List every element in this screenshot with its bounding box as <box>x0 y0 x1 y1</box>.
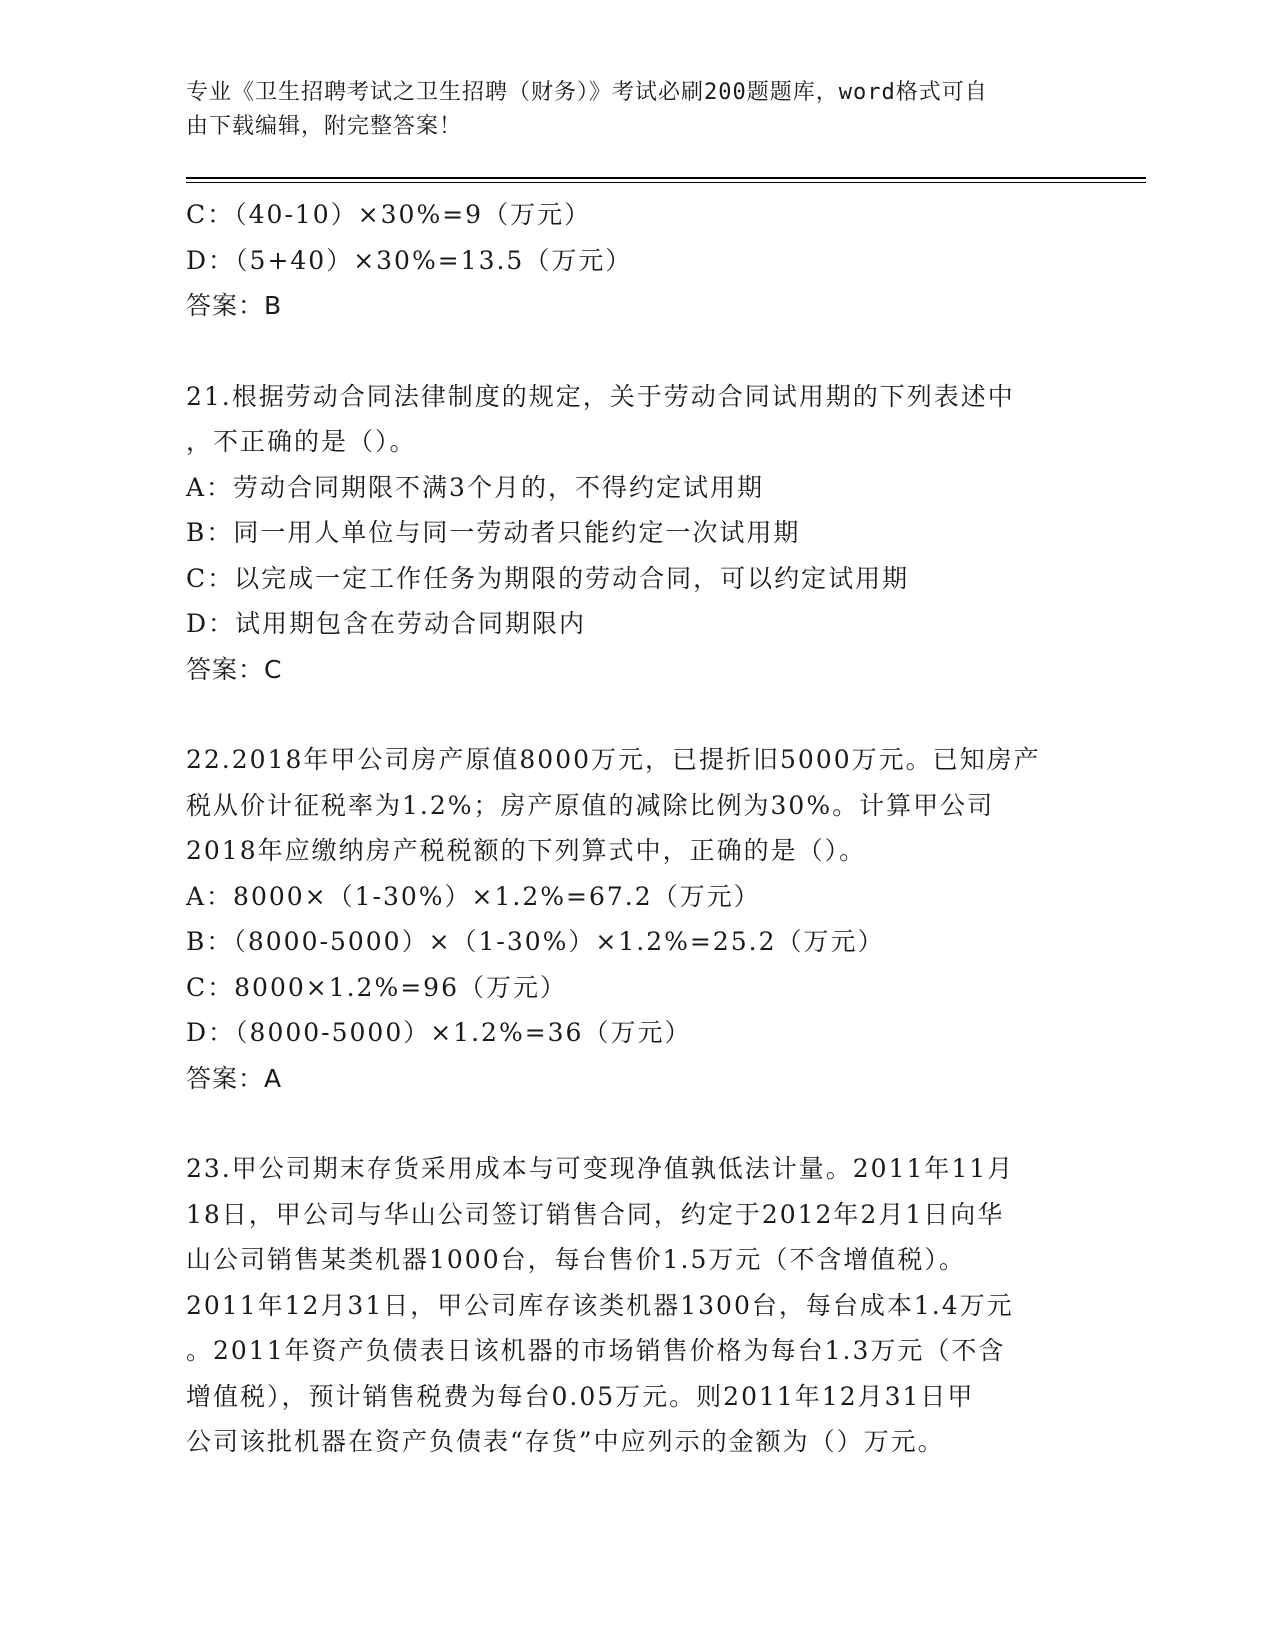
question-text-line: 18日，甲公司与华山公司签订销售合同，约定于2012年2月1日向华 <box>186 1199 1005 1229</box>
question-21 <box>186 374 1086 693</box>
option-d: D：试用期包含在劳动合同期限内 <box>186 609 587 638</box>
document-header <box>186 76 1086 144</box>
option-d: D：（8000-5000）×1.2%=36（万元） <box>186 1018 692 1047</box>
header-line-2: 由下载编辑，附完整答案！ <box>186 114 463 139</box>
question-text-line: 。2011年资产负债表日该机器的市场销售价格为每台1.3万元（不含 <box>186 1336 1006 1365</box>
answer-line: 答案：B <box>186 291 283 320</box>
answer-line: 答案：A <box>186 1063 283 1093</box>
header-divider-thick <box>186 177 1146 179</box>
question-text-line: 22.2018年甲公司房产原值8000万元，已提折旧5000万元。已知房产 <box>186 745 1041 774</box>
question-text-line: 2011年12月31日，甲公司库存该类机器1300台，每台成本1.4万元 <box>186 1290 1014 1320</box>
question-23 <box>186 1146 1086 1465</box>
option-a: A：劳动合同期限不满3个月的，不得约定试用期 <box>186 472 764 502</box>
option-b: B：（8000-5000）×（1-30%）×1.2%=25.2（万元） <box>186 927 885 956</box>
question-text-line: 公司该批机器在资产负债表“存货”中应列示的金额为（）万元。 <box>186 1427 945 1456</box>
option-c: C：8000×1.2%=96（万元） <box>186 972 567 1002</box>
option-c: C：（40-10）×30%=9（万元） <box>186 200 592 229</box>
question-text-line: 23.甲公司期末存货采用成本与可变现净值孰低法计量。2011年11月 <box>186 1154 1015 1183</box>
header-line-1: 专业《卫生招聘考试之卫生招聘（财务）》考试必刷200题题库，word格式可自 <box>186 80 988 105</box>
question-text-line: 增值税），预计销售税费为每台0.05万元。则2011年12月31日甲 <box>186 1381 975 1411</box>
option-d: D：（5+40）×30%=13.5（万元） <box>186 245 633 275</box>
question-text-line: ，不正确的是（）。 <box>186 427 417 456</box>
document-body <box>186 192 1086 1465</box>
option-a: A：8000×（1-30%）×1.2%=67.2（万元） <box>186 881 761 911</box>
previous-question-tail <box>186 192 1086 329</box>
header-divider-thin <box>186 182 1146 183</box>
option-c: C：以完成一定工作任务为期限的劳动合同，可以约定试用期 <box>186 563 910 593</box>
question-text-line: 税从价计征税率为1.2%；房产原值的减除比例为30%。计算甲公司 <box>186 790 995 820</box>
question-text-line: 山公司销售某类机器1000台，每台售价1.5万元（不含增值税）。 <box>186 1245 966 1274</box>
question-text-line: 2018年应缴纳房产税税额的下列算式中，正确的是（）。 <box>186 836 867 865</box>
question-text-line: 21.根据劳动合同法律制度的规定，关于劳动合同试用期的下列表述中 <box>186 381 1015 411</box>
answer-line: 答案：C <box>186 654 283 684</box>
question-22 <box>186 737 1086 1101</box>
option-b: B：同一用人单位与同一劳动者只能约定一次试用期 <box>186 518 801 547</box>
